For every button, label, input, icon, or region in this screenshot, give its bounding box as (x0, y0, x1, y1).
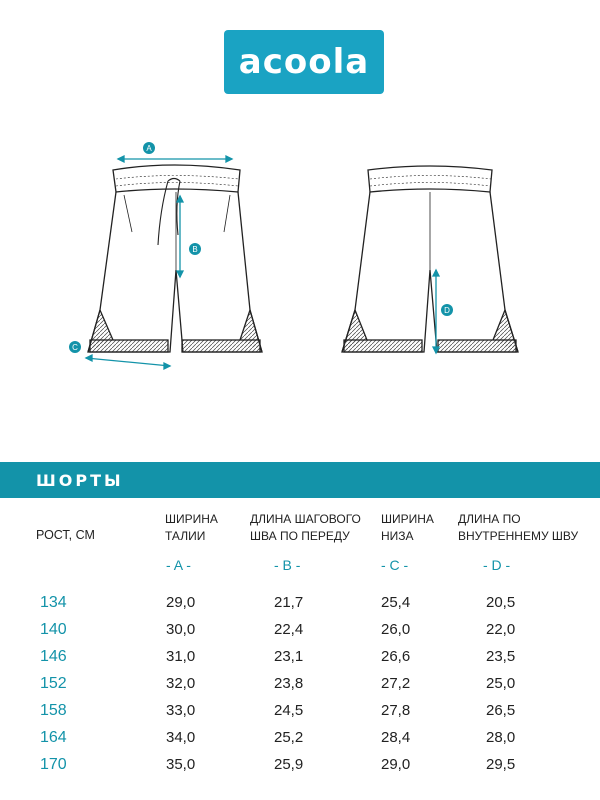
table-row: 170 35,0 25,9 29,0 29,5 (40, 756, 516, 773)
logo-text: acoola (238, 42, 370, 82)
front-crotch-length-header: ДЛИНА ШАГОВОГО ШВА ПО ПЕРЕДУ (250, 512, 361, 543)
table-row: 152 32,0 23,8 27,2 25,0 (40, 675, 516, 692)
table-row: 134 29,0 21,7 25,4 20,5 (40, 594, 516, 611)
svg-text:C: C (72, 343, 78, 352)
height-column-header: РОСТ, СМ (36, 528, 95, 542)
shorts-front-view (88, 165, 262, 352)
bottom-width-header: ШИРИНА НИЗА (381, 512, 434, 543)
marker-a (143, 142, 155, 154)
brand-logo (224, 30, 384, 94)
marker-c (69, 341, 81, 353)
column-letter-d: - D - (483, 557, 511, 573)
column-letter-b: - B - (274, 557, 301, 573)
column-letter-a: - A - (166, 557, 191, 573)
svg-text:A: A (146, 144, 152, 153)
table-row: 140 30,0 22,4 26,0 22,0 (40, 621, 516, 638)
table-row: 158 33,0 24,5 27,8 26,5 (40, 702, 516, 719)
column-letter-c: - C - (381, 557, 409, 573)
shorts-technical-drawing (0, 120, 600, 380)
marker-d (441, 304, 453, 316)
section-title: ШОРТЫ (36, 470, 124, 490)
marker-b (189, 243, 201, 255)
section-title-bar (0, 462, 600, 498)
svg-text:B: B (192, 245, 198, 254)
svg-text:D: D (444, 306, 450, 315)
waist-width-header: ШИРИНА ТАЛИИ (165, 512, 218, 543)
shorts-back-view (342, 166, 518, 352)
table-row: 164 34,0 25,2 28,4 28,0 (40, 729, 516, 746)
table-row: 146 31,0 23,1 26,6 23,5 (40, 648, 516, 665)
inseam-length-header: ДЛИНА ПО ВНУТРЕННЕМУ ШВУ (458, 512, 579, 543)
